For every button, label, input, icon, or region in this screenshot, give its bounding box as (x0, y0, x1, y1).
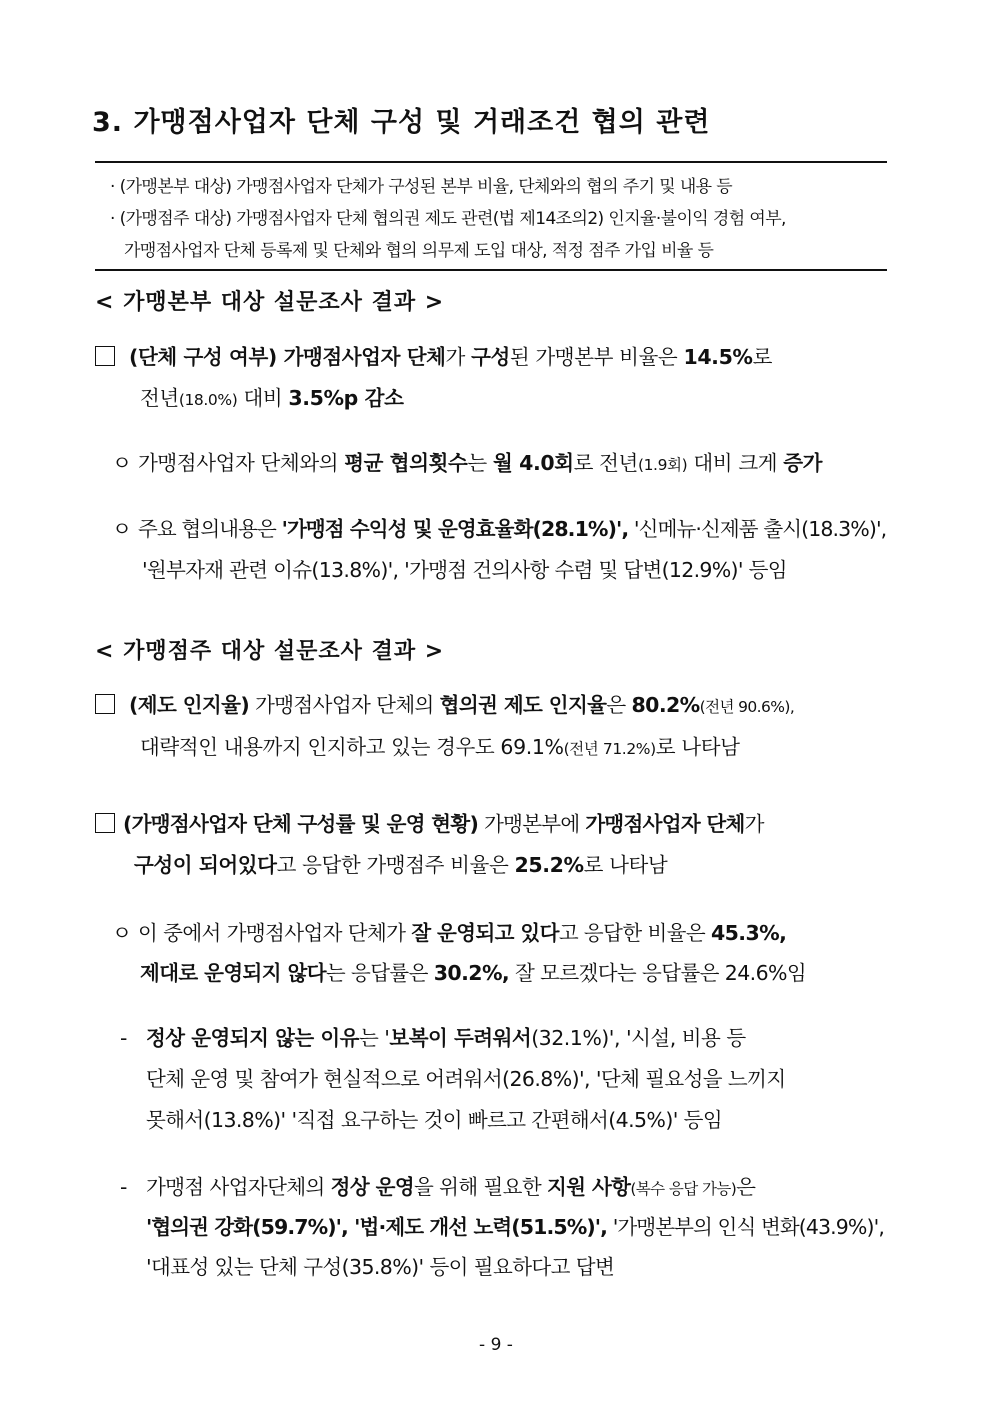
bold-text: '협의권 강화(59.7%)', '법·제도 개선 노력(51.5%)', (146, 1215, 608, 1239)
bold-text: 정상 운영되지 않는 이유 (146, 1026, 359, 1050)
fr-dash-2-line-1 (120, 1170, 755, 1200)
bold-text: 30.2%, (433, 961, 510, 985)
scope-line-2 (110, 204, 786, 229)
dash-bullet: - (120, 1026, 127, 1050)
hq-bullet-1 (112, 446, 822, 476)
bold-text: 협의권 제도 인지율 (439, 693, 607, 717)
text: (전년 90.6%), (699, 698, 795, 716)
hq-paragraph-1-line-1 (95, 340, 772, 370)
franchisee-survey-header: < 가맹점주 대상 설문조사 결과 > (95, 639, 445, 664)
bold-text: 지원 사항 (547, 1175, 631, 1199)
text: (18.0%) (178, 391, 238, 409)
bold-text: '가맹점 수익성 및 운영효율화(28.1%)', (281, 517, 629, 541)
text: 못해서 (146, 1108, 204, 1132)
text: 을 위해 필요한 (414, 1175, 547, 1199)
text: (26.8%)', '단체 필요성을 느끼지 (502, 1067, 786, 1091)
text: (32.1%)', '시설, 비용 등 (531, 1026, 746, 1050)
text: 단체 운영 및 참여가 현실적으로 어려워서 (146, 1067, 503, 1091)
circle-bullet: ㅇ (112, 517, 131, 541)
bold-text: 제대로 운영되지 않다 (140, 961, 326, 985)
fr-dash-1-line-1 (120, 1021, 746, 1051)
text: 잘 모르겠다는 응답률은 24.6%임 (509, 961, 807, 985)
text: 은 (606, 693, 632, 717)
bold-text: 25.2% (514, 853, 584, 877)
scope-bullet: · (110, 209, 115, 229)
fr-dash-1-line-3 (146, 1103, 722, 1133)
text: (4.5%)' 등임 (608, 1108, 723, 1132)
text: 가맹점사업자 단체와의 (138, 451, 345, 475)
text: 가맹점 사업자단체의 (146, 1175, 331, 1199)
text: 된 가맹본부 비율은 (509, 345, 684, 369)
fr-paragraph-2-line-1 (95, 807, 764, 837)
checkbox-square-icon (95, 346, 115, 366)
hq-bullet-2-line-2: '원부자재 관련 이슈(13.8%)', '가맹점 건의사항 수렴 및 답변(12.9%)' 등임 (142, 558, 787, 582)
text: 주요 협의내용은 (138, 517, 282, 541)
text: 는 ' (358, 1026, 390, 1050)
bold-text: 가맹점사업자 단체 (585, 812, 745, 836)
text: 고 응답한 비율은 (558, 921, 711, 945)
text: 이 중에서 가맹점사업자 단체가 (138, 921, 412, 945)
text: '신메뉴·신제품 출시(18.3%)', (628, 517, 887, 541)
bold-text: 정상 운영 (330, 1175, 415, 1199)
text: (13.8%)' '직접 요구하는 것이 빠르고 간편해서 (203, 1108, 609, 1132)
fr-paragraph-1-line-2 (140, 730, 740, 760)
text: (복수 응답 가능) (630, 1180, 737, 1198)
bold-text: 잘 운영되고 있다 (411, 921, 559, 945)
text: 가 (445, 345, 472, 369)
bold-text: 구성 (471, 345, 510, 369)
bold-text: 증가 (783, 451, 823, 475)
text: 가맹점사업자 단체의 (249, 693, 440, 717)
page-number: - 9 - (479, 1335, 513, 1355)
text: 로 나타남 (583, 853, 668, 877)
text: '가맹본부의 인식 변화(43.9%)', (607, 1215, 884, 1239)
text: (1.9회) (637, 456, 688, 474)
hq-paragraph-1-line-2 (140, 381, 403, 411)
bold-text: 보복이 두려워서 (389, 1026, 532, 1050)
text: 대비 (237, 386, 289, 410)
text: 은 (736, 1175, 756, 1199)
scope-bullet: · (110, 177, 115, 197)
fr-dash-2-line-2 (146, 1210, 884, 1240)
bold-text: 14.5% (683, 345, 753, 369)
fr-dash-1-line-2 (146, 1062, 786, 1092)
dash-bullet: - (120, 1175, 127, 1199)
hq-bullet-2-line-1 (112, 512, 886, 542)
bold-text: (제도 인지율) (129, 693, 250, 717)
scope-text-2: (가맹점주 대상) 가맹점사업자 단체 협의권 제도 관련(법 제14조의2) 인지율·불이익 경험 여부, (119, 209, 786, 229)
bold-text: 3.5%p 감소 (288, 386, 404, 410)
bold-text: 월 4.0회 (492, 451, 574, 475)
bold-text: 45.3%, (710, 921, 787, 945)
fr-bullet-1-line-1 (112, 916, 786, 946)
bold-text: 구성이 되어있다 (134, 853, 277, 877)
fr-paragraph-1-line-1 (95, 688, 794, 718)
text: 로 전년 (573, 451, 638, 475)
text: 가 (744, 812, 764, 836)
text: 대략적인 내용까지 인지하고 있는 경우도 69.1% (140, 735, 564, 759)
bold-text: (가맹점사업자 단체 구성률 및 운영 현황) (123, 812, 479, 836)
checkbox-square-icon (95, 813, 115, 833)
fr-bullet-1-line-2 (140, 956, 806, 986)
scope-text-1: (가맹본부 대상) 가맹점사업자 단체가 구성된 본부 비율, 단체와의 협의 주기 및 내용 등 (119, 177, 733, 197)
text: 로 (752, 345, 772, 369)
scope-line-3: 가맹점사업자 단체 등록제 및 단체와 협의 의무제 도입 대상, 적정 점주 가입 비율 등 (124, 241, 714, 261)
bold-text: 평균 협의횟수 (344, 451, 468, 475)
text: 가맹본부에 (478, 812, 586, 836)
text: 전년 (140, 386, 179, 410)
text: 는 (467, 451, 493, 475)
section-title: 3. 가맹점사업자 단체 구성 및 거래조건 협의 관련 (92, 107, 711, 138)
fr-dash-2-line-3: '대표성 있는 단체 구성(35.8%)' 등이 필요하다고 답변 (146, 1255, 615, 1279)
text: 로 나타남 (655, 735, 740, 759)
text: 대비 크게 (687, 451, 784, 475)
text: (전년 71.2%) (563, 740, 656, 758)
text: 는 응답률은 (325, 961, 434, 985)
circle-bullet: ㅇ (112, 921, 132, 945)
bold-text: 80.2% (631, 693, 700, 717)
bold-text: (단체 구성 여부) 가맹점사업자 단체 (129, 345, 446, 369)
text: 고 응답한 가맹점주 비율은 (276, 853, 515, 877)
checkbox-square-icon (95, 694, 115, 714)
scope-line-1 (110, 172, 732, 197)
circle-bullet: ㅇ (112, 451, 132, 475)
fr-paragraph-2-line-2 (134, 848, 667, 878)
hq-survey-header: < 가맹본부 대상 설문조사 결과 > (95, 290, 445, 315)
